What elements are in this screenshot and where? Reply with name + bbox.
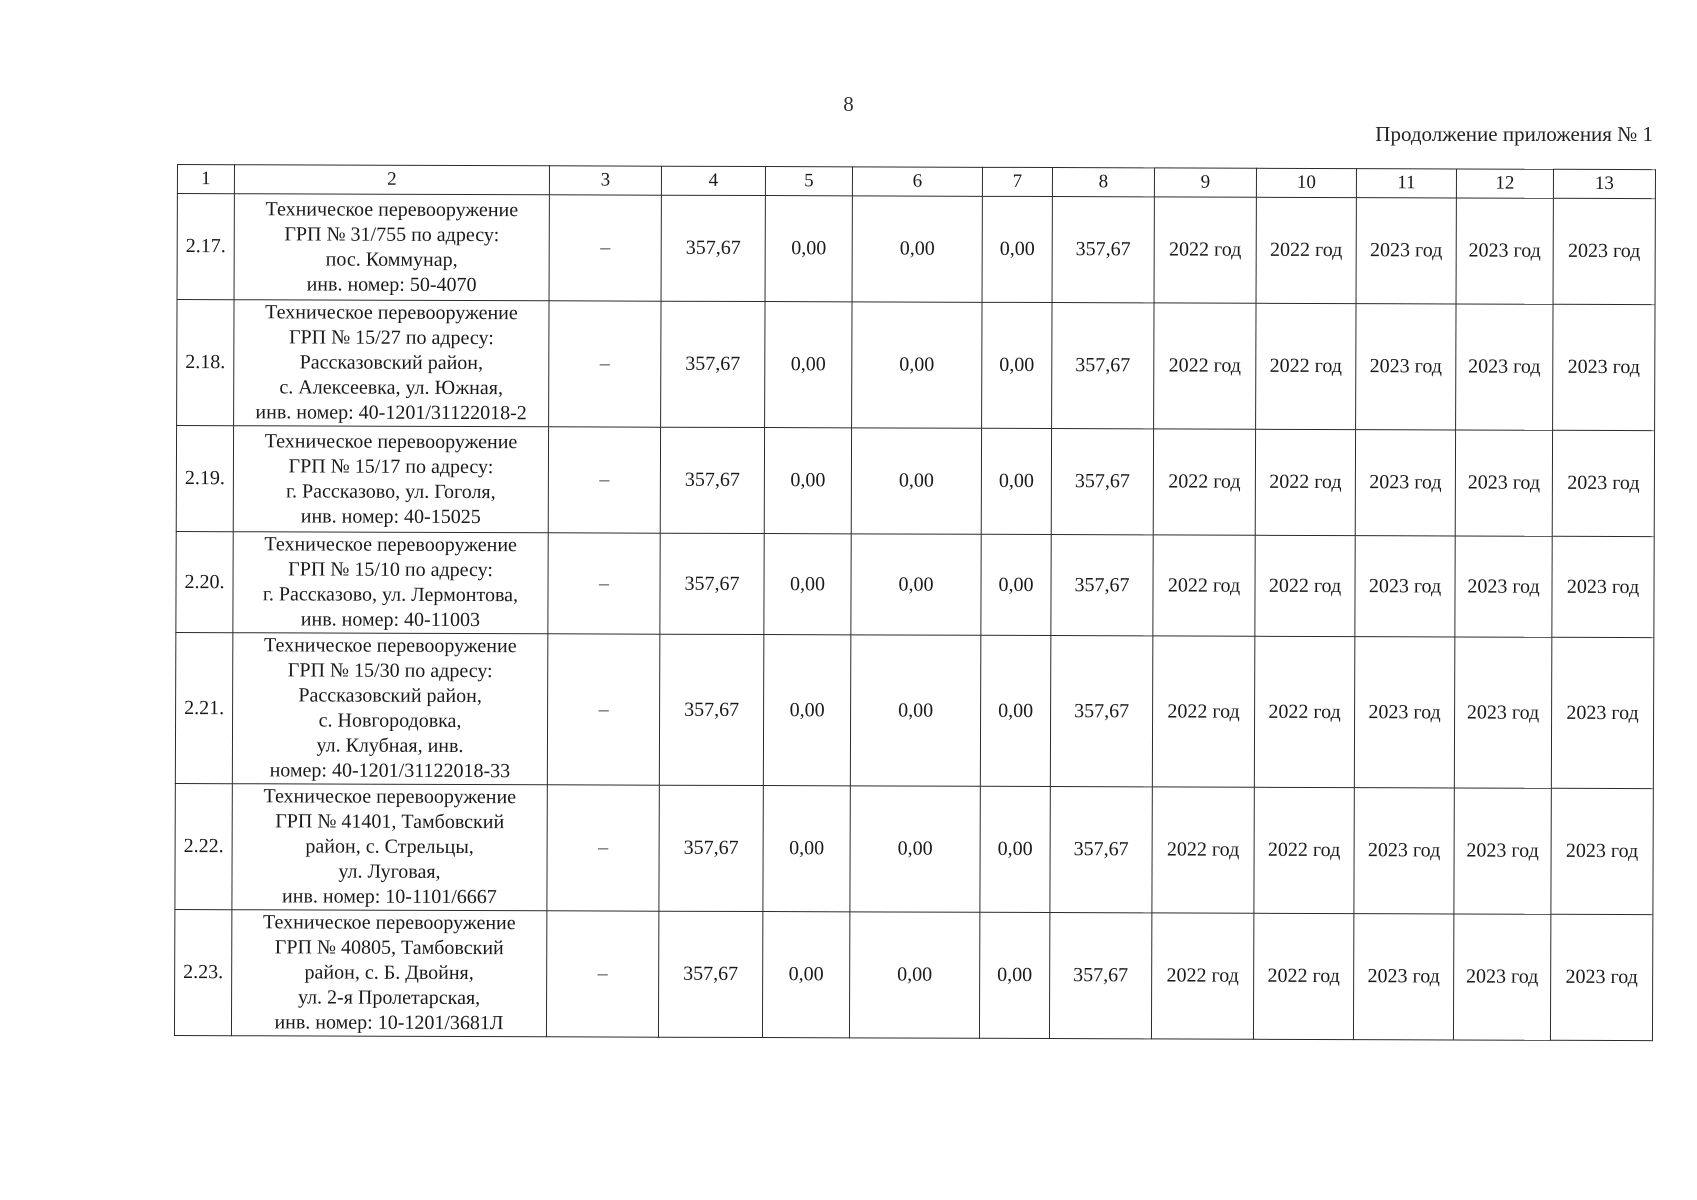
cell-col-3: – xyxy=(546,911,658,1037)
description-line: инв. номер: 50-4070 xyxy=(306,272,477,296)
cell-col-9: 2022 год xyxy=(1153,535,1255,636)
table-row xyxy=(177,300,1655,431)
row-description xyxy=(232,784,547,911)
cell-col-13: 2023 год xyxy=(1553,304,1655,430)
cell-col-8: 357,67 xyxy=(1050,787,1152,913)
cell-col-4: 357,67 xyxy=(659,785,763,911)
cell-col-8: 357,67 xyxy=(1050,636,1153,787)
cell-col-12: 2023 год xyxy=(1454,788,1551,914)
column-header-6: 6 xyxy=(852,167,982,196)
cell-col-10: 2022 год xyxy=(1256,197,1356,303)
cell-col-9: 2022 год xyxy=(1152,787,1254,913)
cell-col-3: – xyxy=(549,301,661,427)
cell-col-5: 0,00 xyxy=(762,912,849,1038)
description-line: инв. номер: 40-15025 xyxy=(300,504,481,528)
description-line: с. Новгородовка, xyxy=(318,709,462,732)
cell-col-9: 2022 год xyxy=(1151,913,1253,1039)
cell-col-13: 2023 год xyxy=(1552,536,1654,637)
cell-col-9: 2022 год xyxy=(1154,197,1256,303)
cell-col-11: 2023 год xyxy=(1354,788,1454,914)
cell-col-10: 2022 год xyxy=(1253,913,1353,1039)
description-line: ГРП № 15/30 по адресу: xyxy=(287,659,493,683)
cell-col-8: 357,67 xyxy=(1049,913,1151,1039)
cell-col-11: 2023 год xyxy=(1355,536,1455,637)
cell-col-13: 2023 год xyxy=(1552,430,1654,536)
cell-col-6: 0,00 xyxy=(850,786,980,912)
description-line: инв. номер: 10-1201/3681Л xyxy=(274,1011,504,1035)
cell-col-10: 2022 год xyxy=(1254,636,1355,787)
cell-col-5: 0,00 xyxy=(764,428,851,534)
cell-col-12: 2023 год xyxy=(1453,914,1550,1040)
cell-col-12: 2023 год xyxy=(1454,637,1552,788)
cell-col-12: 2023 год xyxy=(1456,198,1553,304)
cell-col-6: 0,00 xyxy=(852,196,982,302)
description-line: г. Рассказово, ул. Гоголя, xyxy=(286,479,496,503)
cell-col-13: 2023 год xyxy=(1551,637,1654,788)
cell-col-9: 2022 год xyxy=(1152,636,1255,787)
cell-col-10: 2022 год xyxy=(1256,303,1356,429)
column-header-12: 12 xyxy=(1456,169,1553,198)
cell-col-4: 357,67 xyxy=(658,911,762,1037)
description-line: район, с. Б. Двойня, xyxy=(304,961,474,985)
cell-col-6: 0,00 xyxy=(851,534,981,635)
column-header-5: 5 xyxy=(765,167,852,196)
cell-col-7: 0,00 xyxy=(982,302,1052,428)
table-row xyxy=(177,194,1655,305)
cell-col-10: 2022 год xyxy=(1255,429,1355,535)
row-description xyxy=(232,633,548,785)
cell-col-8: 357,67 xyxy=(1052,197,1154,303)
cell-col-12: 2023 год xyxy=(1455,430,1552,536)
description-line: Техническое перевооружение xyxy=(264,533,517,557)
description-line: ГРП № 15/10 по адресу: xyxy=(288,558,494,582)
cell-col-9: 2022 год xyxy=(1154,303,1256,429)
description-line: ГРП № 15/17 по адресу: xyxy=(288,454,494,478)
table-row xyxy=(174,909,1652,1040)
cell-col-12: 2023 год xyxy=(1455,536,1552,637)
cell-col-7: 0,00 xyxy=(981,428,1051,534)
description-line: Техническое перевооружение xyxy=(264,634,517,658)
cell-col-8: 357,67 xyxy=(1051,429,1153,535)
cell-col-7: 0,00 xyxy=(982,196,1052,302)
column-header-2: 2 xyxy=(234,165,549,195)
description-line: пос. Коммунар, xyxy=(325,248,458,271)
description-line: Техническое перевооружение xyxy=(264,429,518,453)
row-description xyxy=(231,910,546,1037)
description-line: г. Рассказово, ул. Лермонтова, xyxy=(262,583,519,607)
cell-col-12: 2023 год xyxy=(1456,304,1553,430)
description-line: ГРП № 15/27 по адресу: xyxy=(288,326,494,350)
description-line: ул. Клубная, инв. xyxy=(316,734,464,758)
cell-col-10: 2022 год xyxy=(1255,535,1355,636)
description-line: ул. Луговая, xyxy=(338,860,441,883)
cell-col-4: 357,67 xyxy=(660,427,764,533)
description-line: ГРП № 40805, Тамбовский xyxy=(274,936,504,960)
column-header-13: 13 xyxy=(1553,169,1655,198)
description-line: Техническое перевооружение xyxy=(265,301,518,325)
cell-col-5: 0,00 xyxy=(763,635,851,786)
description-line: ГРП № 31/755 по адресу: xyxy=(284,222,500,246)
page-number: 8 xyxy=(843,92,854,116)
row-description xyxy=(233,532,548,634)
cell-col-4: 357,67 xyxy=(659,634,764,785)
description-line: Техническое перевооружение xyxy=(263,911,516,935)
row-number: 2.17. xyxy=(177,194,234,300)
description-line: ул. 2-я Пролетарская, xyxy=(297,986,481,1010)
table-row xyxy=(176,426,1654,537)
description-line: инв. номер: 40-11003 xyxy=(300,608,481,632)
description-line: ГРП № 41401, Тамбовский xyxy=(275,810,505,834)
row-number: 2.19. xyxy=(176,426,233,532)
column-header-11: 11 xyxy=(1356,169,1456,198)
cell-col-8: 357,67 xyxy=(1052,303,1154,429)
column-header-3: 3 xyxy=(549,166,661,195)
cell-col-11: 2023 год xyxy=(1356,304,1456,430)
cell-col-11: 2023 год xyxy=(1356,198,1456,304)
cell-col-4: 357,67 xyxy=(661,195,765,301)
description-line: район, с. Стрельцы, xyxy=(305,835,474,859)
column-header-9: 9 xyxy=(1154,168,1256,197)
cell-col-8: 357,67 xyxy=(1051,535,1153,636)
row-description xyxy=(233,426,548,533)
description-line: с. Алексеевка, ул. Южная, xyxy=(279,376,504,400)
description-line: Рассказовский район, xyxy=(298,684,482,708)
description-line: Рассказовский район, xyxy=(299,351,484,375)
row-number: 2.23. xyxy=(174,909,231,1035)
cell-col-7: 0,00 xyxy=(979,912,1049,1038)
cell-col-9: 2022 год xyxy=(1153,429,1255,535)
row-number: 2.18. xyxy=(177,300,234,426)
cell-col-3: – xyxy=(548,427,660,533)
column-header-10: 10 xyxy=(1256,168,1356,197)
cell-col-6: 0,00 xyxy=(852,302,982,428)
data-table xyxy=(174,164,1656,1041)
cell-col-7: 0,00 xyxy=(980,635,1051,786)
cell-col-11: 2023 год xyxy=(1353,914,1453,1040)
cell-col-6: 0,00 xyxy=(850,635,981,786)
description-line: инв. номер: 10-1101/6667 xyxy=(282,885,497,909)
description-line: номер: 40-1201/31122018-33 xyxy=(269,759,511,783)
cell-col-5: 0,00 xyxy=(765,302,852,428)
row-number: 2.20. xyxy=(176,531,233,632)
continuation-label: Продолжение приложения № 1 xyxy=(1375,122,1653,146)
table-body xyxy=(174,194,1655,1041)
table-row xyxy=(175,632,1654,788)
cell-col-5: 0,00 xyxy=(764,534,851,635)
column-header-1: 1 xyxy=(177,165,234,194)
cell-col-13: 2023 год xyxy=(1550,914,1652,1040)
cell-col-11: 2023 год xyxy=(1354,637,1455,788)
cell-col-13: 2023 год xyxy=(1553,198,1655,304)
cell-col-4: 357,67 xyxy=(660,533,764,634)
column-header-4: 4 xyxy=(661,166,765,195)
cell-col-5: 0,00 xyxy=(763,786,850,912)
cell-col-11: 2023 год xyxy=(1355,430,1455,536)
cell-col-6: 0,00 xyxy=(849,912,979,1038)
table-row xyxy=(175,783,1653,914)
description-line: инв. номер: 40-1201/31122018-2 xyxy=(255,401,527,425)
cell-col-3: – xyxy=(549,195,661,301)
row-number: 2.22. xyxy=(175,783,232,909)
cell-col-3: – xyxy=(547,634,660,785)
description-line: Техническое перевооружение xyxy=(263,785,517,809)
cell-col-5: 0,00 xyxy=(765,196,852,302)
column-header-8: 8 xyxy=(1052,168,1154,197)
row-number: 2.21. xyxy=(175,632,233,783)
cell-col-3: – xyxy=(548,533,660,634)
column-header-7: 7 xyxy=(982,167,1052,196)
cell-col-3: – xyxy=(547,785,659,911)
cell-col-6: 0,00 xyxy=(851,428,981,534)
cell-col-7: 0,00 xyxy=(981,534,1051,635)
cell-col-4: 357,67 xyxy=(661,301,765,427)
cell-col-7: 0,00 xyxy=(980,786,1050,912)
description-line: Техническое перевооружение xyxy=(265,197,519,221)
table-row xyxy=(176,531,1654,637)
row-description xyxy=(234,300,549,427)
row-description xyxy=(234,194,549,301)
cell-col-13: 2023 год xyxy=(1551,788,1653,914)
cell-col-10: 2022 год xyxy=(1254,787,1354,913)
